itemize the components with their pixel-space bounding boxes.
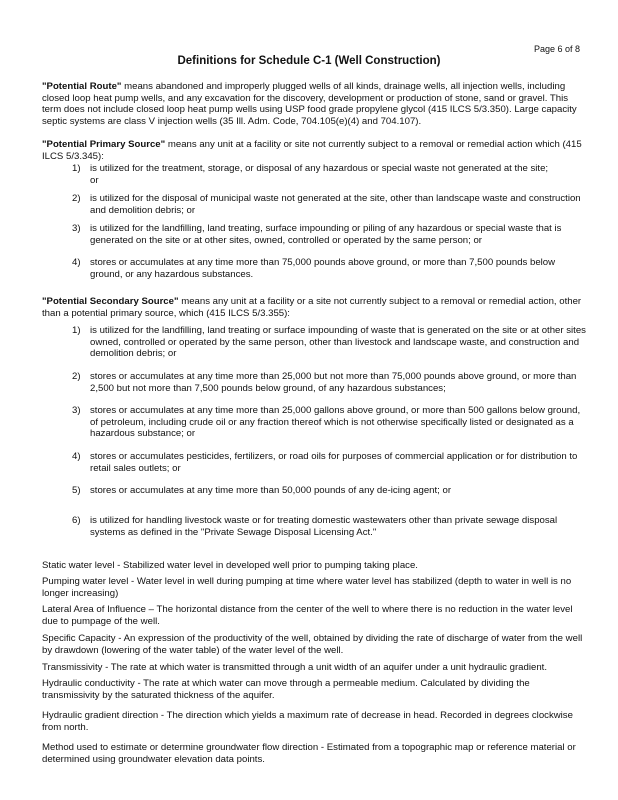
- list-number: 5): [72, 485, 81, 496]
- definition-text: means abandoned and improperly plugged wells of all kinds, drainage wells, all injection wells, including closed loop heat pump wells, and any excavation for the discovery, development or production of stone, sand or gravel. This term does not include closed loop heat pump wells using USP food grade propylene glycol (415 ILCS 5/3.350). Large capacity septic systems are class V injection wells (35 Ill. Adm. Code, 704.105(e)(4) and 704.107).: [42, 81, 577, 127]
- definition-term: Hydraulic conductivity: [42, 678, 135, 689]
- definition-flow-direction-method: [42, 742, 586, 765]
- definition-text: means any unit at a facility or a site not currently subject to a removal or remedial action, other than a potential primary source, which (415 ILCS 5/3.355):: [42, 296, 582, 319]
- definition-text: - Stabilized water level in developed well prior to pumping taking place.: [114, 560, 418, 571]
- definition-specific-capacity: [42, 633, 586, 656]
- definition-term: Lateral Area of Influence: [42, 604, 147, 615]
- list-number: 3): [72, 405, 81, 416]
- definition-lateral-area-of-influence: [42, 604, 586, 627]
- definition-hydraulic-conductivity: [42, 678, 586, 701]
- definition-text: means any unit at a facility or site not currently subject to a removal or remedial action which (415 ILCS 5/3.345):: [42, 139, 582, 162]
- definition-term: Hydraulic gradient direction: [42, 710, 159, 721]
- definition-term: Static water level: [42, 560, 115, 571]
- definition-term: Method used to estimate or determine groundwater flow direction: [42, 742, 319, 753]
- list-number: 6): [72, 515, 81, 526]
- page-title: Definitions for Schedule C-1 (Well Construction): [177, 55, 441, 67]
- definition-term: "Potential Route": [42, 81, 122, 92]
- definition-potential-route: [42, 81, 586, 127]
- definition-transmissivity: [42, 662, 586, 674]
- definition-text: - The rate at which water can move through a permeable medium. Calculated by dividing the transmissivity by the saturated thickness of the aquifer.: [42, 678, 530, 701]
- definition-hydraulic-gradient-direction: [42, 710, 586, 733]
- list-number: 2): [72, 193, 81, 204]
- list-text: stores or accumulates at any time more than 50,000 pounds of any de-icing agent; or: [90, 485, 452, 496]
- definition-static-water-level: [42, 560, 586, 572]
- definition-term: Transmissivity: [42, 662, 103, 673]
- list-number: 1): [72, 325, 81, 336]
- definition-term: Specific Capacity: [42, 633, 116, 644]
- list-text: is utilized for handling livestock waste or for treating domestic wastewaters other than private sewage disposal systems as defined in the "Private Sewage Disposal Licensing Act.": [90, 515, 558, 538]
- definition-text: – The horizontal distance from the center of the well to where there is no reduction in the water level due to pumpage of the well.: [42, 604, 573, 627]
- list-number: 4): [72, 257, 81, 268]
- list-number: 3): [72, 223, 81, 234]
- list-text: stores or accumulates at any time more than 75,000 pounds above ground, or more than 7,500 pounds below ground, or any hazardous substances.: [90, 257, 556, 280]
- list-text: stores or accumulates at any time more than 25,000 but not more than 75,000 pounds above ground, or more than 2,500 but not more than 7,500 pounds below ground, of any hazardous substances;: [90, 371, 577, 394]
- list-number: 4): [72, 451, 81, 462]
- definition-text: - An expression of the productivity of the well, obtained by dividing the rate of discharge of water from the well by drawdown (lowering of the water table) of the water level of the well.: [42, 633, 583, 656]
- definition-term: "Potential Secondary Source": [42, 296, 179, 307]
- list-text-tail: or: [90, 174, 99, 186]
- definition-pumping-water-level: [42, 576, 586, 599]
- definition-text: - Estimated from a topographic map or reference material or determined using groundwater elevation data points.: [42, 742, 576, 765]
- definition-text: - The rate at which water is transmitted through a unit width of an aquifer under a unit hydraulic gradient.: [102, 662, 547, 673]
- definition-term: "Potential Primary Source": [42, 139, 166, 150]
- definition-text: - The direction which yields a maximum rate of decrease in head. Recorded in degrees clockwise from north.: [42, 710, 573, 733]
- definition-potential-secondary-source: [42, 296, 586, 319]
- list-text: stores or accumulates pesticides, fertilizers, or road oils for purposes of commercial application or for distribution to retail sales outlets; or: [90, 451, 578, 474]
- list-text: is utilized for the treatment, storage, or disposal of any hazardous or special waste not generated at the site;: [90, 163, 549, 174]
- list-number: 2): [72, 371, 81, 382]
- list-number: 1): [72, 163, 81, 174]
- definition-potential-primary-source: [42, 139, 586, 162]
- list-text: is utilized for the landfilling, land treating, surface impounding or piling of any hazardous or special waste that is generated on the site or at other sites, owned, controlled or operated by the same person; or: [90, 223, 562, 246]
- list-text: is utilized for the disposal of municipal waste not generated at the site, other than landscape waste and construction and demolition debris; or: [90, 193, 581, 216]
- list-text: stores or accumulates at any time more than 25,000 gallons above ground, or more than 500 gallons below ground, of petroleum, including crude oil or any fraction thereof which is not otherwise specifically listed or designated as a hazardous substance; or: [90, 405, 581, 440]
- page-number: Page 6 of 8: [534, 44, 581, 54]
- definition-term: Pumping water level: [42, 576, 129, 587]
- list-text: is utilized for the landfilling, land treating or surface impounding of waste that is generated on the site or at other sites owned, controlled or operated by the same person, other than livestock and landscape waste, and construction and demolition debris; or: [90, 325, 586, 360]
- definition-text: - Water level in well during pumping at time where water level has stabilized (depth to water in well is no longer increasing): [42, 576, 572, 599]
